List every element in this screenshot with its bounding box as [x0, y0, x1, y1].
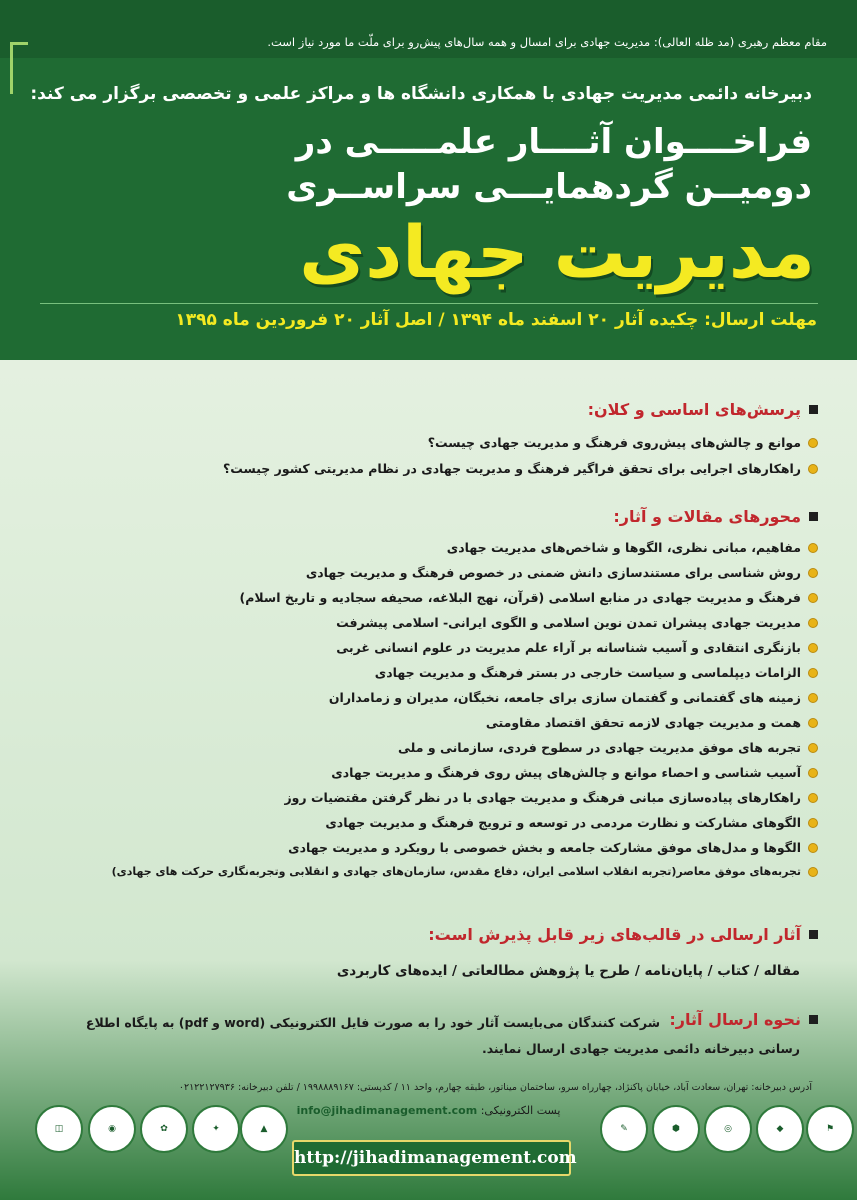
topic-item: الگوهای مشارکت و نظارت مردمی در توسعه و ترویج فرهنگ و مدیریت جهادی	[325, 815, 818, 830]
title-line-2: دومیــن گردهمایـــی سراســری	[286, 167, 812, 207]
topic-item: فرهنگ و مدیریت جهادی در منابع اسلامی (قرآن، نهج البلاغه، صحیفه سجادیه و تاریخ اسلام)	[240, 590, 818, 605]
seminary-logo-icon: ✦	[192, 1105, 240, 1153]
bullet-icon	[808, 643, 818, 653]
topic-item: تجربه های موفق مدیریت جهادی در سطوح فردی، سازمانی و ملی	[398, 740, 818, 755]
square-bullet-icon	[809, 512, 818, 521]
topic-item: روش شناسی برای مستندسازی دانش ضمنی در خصوص فرهنگ و مدیریت جهادی	[306, 565, 818, 580]
jihad-logo-icon: ◉	[88, 1105, 136, 1153]
frame-accent-corner	[10, 42, 28, 45]
secretariat-address: آدرس دبیرخانه: تهران، سعادت آباد، خیابان پاکنژاد، چهارراه سرو، ساختمان میناتور، طبقه چهارم، واحد ۱۱ / کدپستی: ۱۹۹۸۸۸۹۱۶۷ / تلفن دبیرخانه: ۰۲۱۲۲۱۲۷۹۳۶	[178, 1082, 812, 1093]
question-item: موانع و چالش‌های پیش‌روی فرهنگ و مدیریت جهادی چیست؟	[428, 435, 818, 450]
topic-item: الزامات دیپلماسی و سیاست خارجی در بستر فرهنگ و مدیریت جهادی	[375, 665, 818, 680]
header-divider	[40, 303, 818, 304]
bullet-icon	[808, 768, 818, 778]
square-bullet-icon	[809, 1015, 818, 1024]
title-line-1: فراخــــوان آثــــار علمـــــی در	[295, 122, 812, 162]
formats-list: مقاله / کتاب / پایان‌نامه / طرح یا پژوهش مطالعاتی / ایده‌های کاربردی	[336, 963, 800, 979]
bullet-icon	[808, 464, 818, 474]
formats-heading: آثار ارسالی در قالب‌های زیر قابل پذیرش است:	[428, 925, 818, 944]
leader-quote: مقام معظم رهبری (مد ظله العالی): مدیریت جهادی برای امسال و همه سال‌های پیش‌رو برای ملّت ما مورد نیاز است.	[267, 35, 827, 49]
deadline-text: مهلت ارسال: چکیده آثار ۲۰ اسفند ماه ۱۳۹۴ / اصل آثار ۲۰ فروردین ماه ۱۳۹۵	[175, 310, 817, 330]
seal-logo-icon: ◎	[704, 1105, 752, 1153]
topics-heading: محورهای مقالات و آثار:	[613, 507, 818, 526]
topic-item: مفاهیم، مبانی نظری، الگوها و شاخص‌های مدیریت جهادی	[447, 540, 818, 555]
secretariat-logo-icon: ✎	[600, 1105, 648, 1153]
topic-item: همت و مدیریت جهادی لازمه تحقق اقتصاد مقاومتی	[486, 715, 818, 730]
square-bullet-icon	[809, 930, 818, 939]
organizer-subtitle: دبیرخانه دائمی مدیریت جهادی با همکاری دانشگاه ها و مراکز علمی و تخصصی برگزار می کند:	[30, 84, 812, 104]
academy-logo-icon: ◆	[756, 1105, 804, 1153]
topic-item: مدیریت جهادی پیشران تمدن نوین اسلامی و الگوی ایرانی- اسلامی پیشرفت	[336, 615, 818, 630]
bullet-icon	[808, 843, 818, 853]
topic-item: تجربه‌های موفق معاصر(تجربه انقلاب اسلامی ایران، دفاع مقدس، سازمان‌های جهادی و انقلابی وتجربه‌نگاری حرکت های جهادی)	[112, 865, 818, 878]
content-area	[40, 360, 818, 1100]
bullet-icon	[808, 668, 818, 678]
bullet-icon	[808, 818, 818, 828]
frame-accent-line	[10, 42, 13, 94]
email-label: پست الکترونیکی:	[480, 1104, 561, 1117]
bullet-icon	[808, 867, 818, 877]
questions-heading: پرسش‌های اساسی و کلان:	[588, 400, 818, 419]
center-logo-icon: ✿	[140, 1105, 188, 1153]
bullet-icon	[808, 593, 818, 603]
submission-text: شرکت کنندگان می‌بایست آثار خود را به صورت فایل الکترونیکی (word و pdf) به پایگاه اطلاع رسانی دبیرخانه دائمی مدیریت جهادی ارسال نمایند.	[85, 1015, 800, 1056]
azad-university-logo-icon: ▲	[240, 1105, 288, 1153]
main-title: مدیریت جهادی	[299, 210, 815, 294]
website-link[interactable]: http://jihadimanagement.com	[292, 1140, 571, 1176]
submission-heading: نحوه ارسال آثار:	[669, 1010, 818, 1029]
topic-item: الگوها و مدل‌های موفق مشارکت جامعه و بخش خصوصی با رویکرد و مدیریت جهادی	[288, 840, 818, 855]
university-logo-icon: ◫	[35, 1105, 83, 1153]
topic-item: راهکارهای پیاده‌سازی مبانی فرهنگ و مدیریت جهادی با در نظر گرفتن مقتضیات روز	[284, 790, 818, 805]
header-banner	[0, 0, 857, 360]
question-item: راهکارهای اجرایی برای تحقق فراگیر فرهنگ و مدیریت جهادی در نظام مدیریتی کشور چیست؟	[223, 461, 818, 476]
email-link[interactable]: info@jihadimanagement.com	[296, 1104, 478, 1117]
bullet-icon	[808, 743, 818, 753]
partner-logo-icon: ⬢	[652, 1105, 700, 1153]
bullet-icon	[808, 543, 818, 553]
bullet-icon	[808, 718, 818, 728]
bullet-icon	[808, 438, 818, 448]
bullet-icon	[808, 618, 818, 628]
quote-band	[0, 0, 857, 58]
flag-logo-icon: ⚑	[806, 1105, 854, 1153]
bullet-icon	[808, 568, 818, 578]
bullet-icon	[808, 693, 818, 703]
square-bullet-icon	[809, 405, 818, 414]
topic-item: بازنگری انتقادی و آسیب شناسانه بر آراء علم مدیریت در علوم انسانی غربی	[336, 640, 818, 655]
bullet-icon	[808, 793, 818, 803]
topic-item: آسیب شناسی و احصاء موانع و چالش‌های پیش روی فرهنگ و مدیریت جهادی	[331, 765, 818, 780]
topic-item: زمینه های گفتمانی و گفتمان سازی برای جامعه، نخبگان، مدیران و زمامداران	[329, 690, 818, 705]
